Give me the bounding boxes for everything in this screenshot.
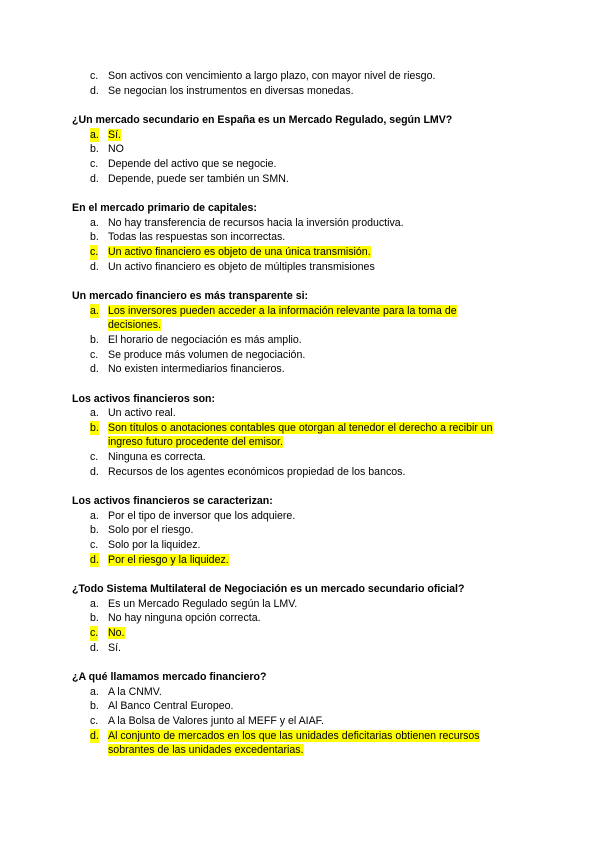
quiz-content — [72, 69, 532, 758]
option-text: Solo por el riesgo. — [108, 524, 194, 537]
option-text: Todas las respuestas son incorrectas. — [108, 231, 286, 244]
question-block — [72, 494, 532, 567]
option-text: Por el tipo de inversor que los adquiere. — [108, 509, 296, 522]
option-text: Un activo financiero es objeto de múltiples transmisiones — [108, 260, 375, 273]
option-text: Sí. — [108, 641, 121, 654]
option-text: No. — [108, 627, 125, 639]
answer-option — [72, 406, 532, 421]
option-letter: c. — [90, 70, 99, 82]
question-title: Los activos financieros son: — [72, 392, 216, 405]
answer-option — [72, 304, 532, 319]
option-letter: a. — [90, 597, 99, 610]
option-text: No hay transferencia de recursos hacia la inversión productiva. — [108, 216, 404, 229]
option-letter: d. — [90, 465, 99, 478]
option-letter: d. — [90, 260, 99, 273]
option-letter: c. — [90, 348, 99, 361]
question-title: Los activos financieros se caracterizan: — [72, 495, 273, 508]
answer-option-continuation — [72, 743, 532, 758]
option-text: Se produce más volumen de negociación. — [108, 348, 306, 361]
option-letter: c. — [90, 451, 99, 464]
question-block — [72, 69, 532, 98]
question-block — [72, 392, 532, 480]
question-block — [72, 201, 532, 274]
answer-option — [72, 611, 532, 626]
option-text: Depende del activo que se negocie. — [108, 157, 277, 170]
option-text: Es un Mercado Regulado según la LMV. — [108, 597, 298, 610]
question-title: En el mercado primario de capitales: — [72, 202, 257, 215]
option-letter: b. — [90, 612, 99, 625]
answer-option-continuation — [72, 318, 532, 333]
question-title: Un mercado financiero es más transparente si: — [72, 290, 309, 303]
option-letter: b. — [90, 524, 99, 537]
option-letter: c. — [90, 714, 99, 727]
option-letter: d. — [90, 641, 99, 654]
answer-option — [72, 699, 532, 714]
option-text: Sí. — [108, 128, 121, 141]
option-text: Depende, puede ser también un SMN. — [108, 172, 289, 185]
option-text: Al Banco Central Europeo. — [108, 700, 234, 713]
option-text: Son títulos o anotaciones contables que otorgan al tenedor el derecho a recibir un — [108, 421, 493, 434]
answer-option — [72, 729, 532, 744]
option-text: decisiones. — [108, 319, 161, 332]
answer-option — [72, 172, 532, 187]
answer-option — [72, 348, 532, 363]
answer-option — [72, 142, 532, 157]
answer-option — [72, 597, 532, 612]
option-text: Se negocian los instrumentos en diversas monedas. — [108, 84, 354, 97]
option-text: ingreso futuro procedente del emisor. — [108, 436, 283, 449]
option-letter: b. — [90, 231, 99, 244]
option-text: Recursos de los agentes económicos propiedad de los bancos. — [108, 465, 406, 478]
answer-option — [72, 538, 532, 553]
option-letter: a. — [90, 216, 99, 229]
option-letter: c. — [90, 157, 99, 170]
option-letter: b. — [90, 333, 99, 346]
question-title: ¿Todo Sistema Multilateral de Negociación es un mercado secundario oficial? — [72, 583, 465, 596]
answer-option-continuation — [72, 435, 532, 450]
answer-option — [72, 553, 532, 568]
option-letter: a. — [90, 128, 99, 141]
option-text: Un activo real. — [108, 407, 176, 420]
option-letter: d. — [90, 729, 99, 742]
answer-option — [72, 465, 532, 480]
option-text: Al conjunto de mercados en los que las unidades deficitarias obtienen recursos — [108, 729, 480, 742]
question-block — [72, 670, 532, 758]
option-letter: a. — [90, 685, 99, 698]
answer-option — [72, 216, 532, 231]
option-letter: c. — [90, 245, 99, 258]
answer-option — [72, 128, 532, 143]
option-text: Solo por la liquidez. — [108, 539, 201, 552]
answer-option — [72, 230, 532, 245]
option-text: NO — [108, 143, 124, 156]
option-text: Por el riesgo y la liquidez. — [108, 553, 229, 566]
option-letter: b. — [90, 700, 99, 713]
option-letter: a. — [90, 509, 99, 522]
option-letter: b. — [90, 143, 99, 156]
answer-option — [72, 245, 532, 260]
answer-option — [72, 523, 532, 538]
question-block — [72, 582, 532, 655]
option-text: No hay ninguna opción correcta. — [108, 612, 261, 625]
answer-option — [72, 69, 532, 84]
answer-option — [72, 626, 532, 641]
answer-option — [72, 450, 532, 465]
option-letter: d. — [90, 363, 99, 376]
option-text: Ninguna es correcta. — [108, 451, 206, 464]
option-letter: b. — [90, 421, 99, 434]
option-letter: a. — [90, 304, 99, 317]
option-letter: a. — [90, 407, 99, 420]
option-text: Los inversores pueden acceder a la información relevante para la toma de — [108, 304, 457, 317]
option-letter: d. — [90, 84, 99, 97]
option-text: No existen intermediarios financieros. — [108, 363, 285, 376]
option-letter: c. — [90, 539, 99, 552]
answer-option — [72, 714, 532, 729]
answer-option — [72, 685, 532, 700]
answer-option — [72, 260, 532, 275]
answer-option — [72, 362, 532, 377]
answer-option — [72, 509, 532, 524]
answer-option — [72, 84, 532, 99]
option-text: Son activos con vencimiento a largo plazo, con mayor nivel de riesgo. — [108, 70, 436, 82]
answer-option — [72, 333, 532, 348]
question-block — [72, 289, 532, 377]
option-letter: d. — [90, 553, 99, 566]
option-letter: d. — [90, 172, 99, 185]
option-text: A la Bolsa de Valores junto al MEFF y el AIAF. — [108, 714, 324, 727]
option-text: sobrantes de las unidades excedentarias. — [108, 744, 304, 757]
option-text: El horario de negociación es más amplio. — [108, 333, 302, 346]
question-title: ¿Un mercado secundario en España es un Mercado Regulado, según LMV? — [72, 114, 453, 127]
option-text: A la CNMV. — [108, 685, 162, 698]
question-title: ¿A qué llamamos mercado financiero? — [72, 671, 267, 684]
answer-option — [72, 641, 532, 656]
question-block — [72, 113, 532, 186]
option-letter: c. — [90, 627, 99, 639]
answer-option — [72, 157, 532, 172]
option-text: Un activo financiero es objeto de una única transmisión. — [108, 245, 371, 258]
answer-option — [72, 421, 532, 436]
